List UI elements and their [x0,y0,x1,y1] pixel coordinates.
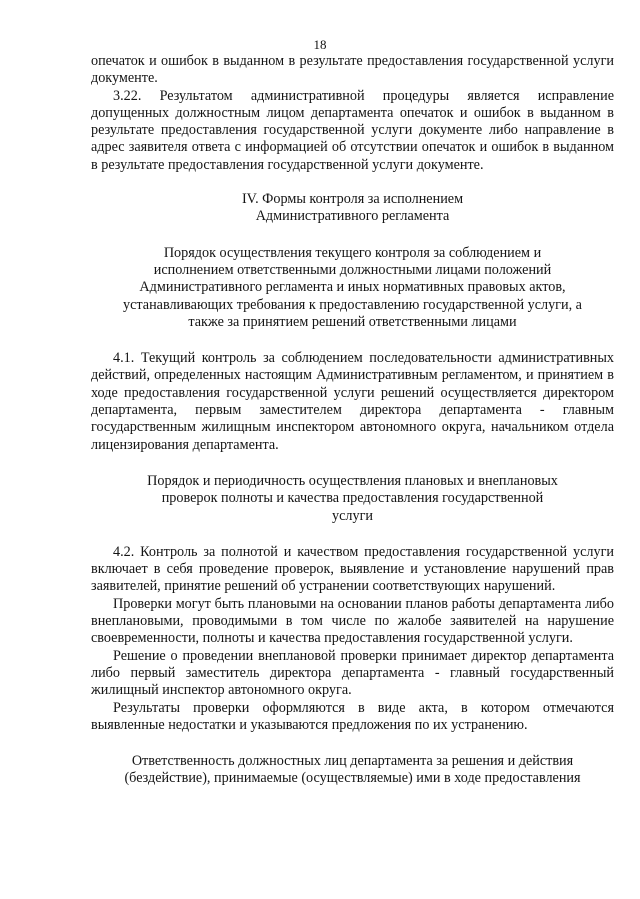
subheading-line: (бездействие), принимаемые (осуществляемые) ими в ходе предоставления [124,770,581,787]
subheading-line: исполнением ответственными должностными лицами положений [153,261,552,278]
subheading-line: услуги [332,507,373,524]
section-title [91,191,614,226]
paragraph-continuation: опечаток и ошибок в выданном в результате предоставления государственной услуги документе. [91,53,614,87]
subheading-line: Административного регламента и иных нормативных правовых актов, [139,279,566,296]
paragraph-checks: Проверки могут быть плановыми на основании планов работы департамента либо внеплановыми, проводимыми в том числе по жалобе заявителей на нарушение своевременности, полноты и качества предоставления государственной услуги. [91,595,614,647]
subheading-line: также за принятием решений ответственными лицами [188,313,517,330]
paragraph-results: Результаты проверки оформляются в виде акта, в котором отмечаются выявленные недостатки и указываются предложения по их устранению. [91,699,614,733]
subheading-responsibility [91,753,614,788]
subheading-line: Порядок и периодичность осуществления плановых и внеплановых [147,472,558,489]
subheading-line: Ответственность должностных лиц департамента за решения и действия [131,753,574,770]
section-title-line: IV. Формы контроля за исполнением [241,191,464,208]
section-title-line: Административного регламента [255,208,450,225]
subheading-line: проверок полноты и качества предоставления государственной [161,490,544,507]
paragraph-4-2: 4.2. Контроль за полнотой и качеством предоставления государственной услуги включает в себя проведение проверок, выявление и установление нарушений прав заявителей, принятие решений об устранении соответствующих нарушений. [91,543,614,595]
subheading-inspections [91,473,614,525]
paragraph-3-22: 3.22. Результатом административной процедуры является исправление допущенных должностным лицом департамента опечаток и ошибок в выданном в результате предоставления государственной услуги документе либо направление в адрес заявителя ответа с информацией об отсутствии опечаток и ошибок в выданном в результате предоставления государственной услуги документе. [91,87,614,173]
document-body [91,53,614,788]
subheading-line: Порядок осуществления текущего контроля за соблюдением и [163,244,542,261]
paragraph-4-1: 4.1. Текущий контроль за соблюдением последовательности административных действий, определенных настоящим Административным регламентом, и принятием в ходе предоставления государственной услуги решений осуществляется директором департамента, первым заместителем директора департамента - главным государственным жилищным инспектором автономного округа, начальником отдела лицензирования департамента. [91,350,614,453]
subheading-line: устанавливающих требования к предоставлению государственной услуги, а [123,296,582,313]
page-number: 18 [313,37,327,52]
subheading-current-control [91,245,614,331]
paragraph-decision: Решение о проведении внеплановой проверки принимает директор департамента либо первый заместитель директора департамента - главный государственный жилищный инспектор автономного округа. [91,647,614,699]
